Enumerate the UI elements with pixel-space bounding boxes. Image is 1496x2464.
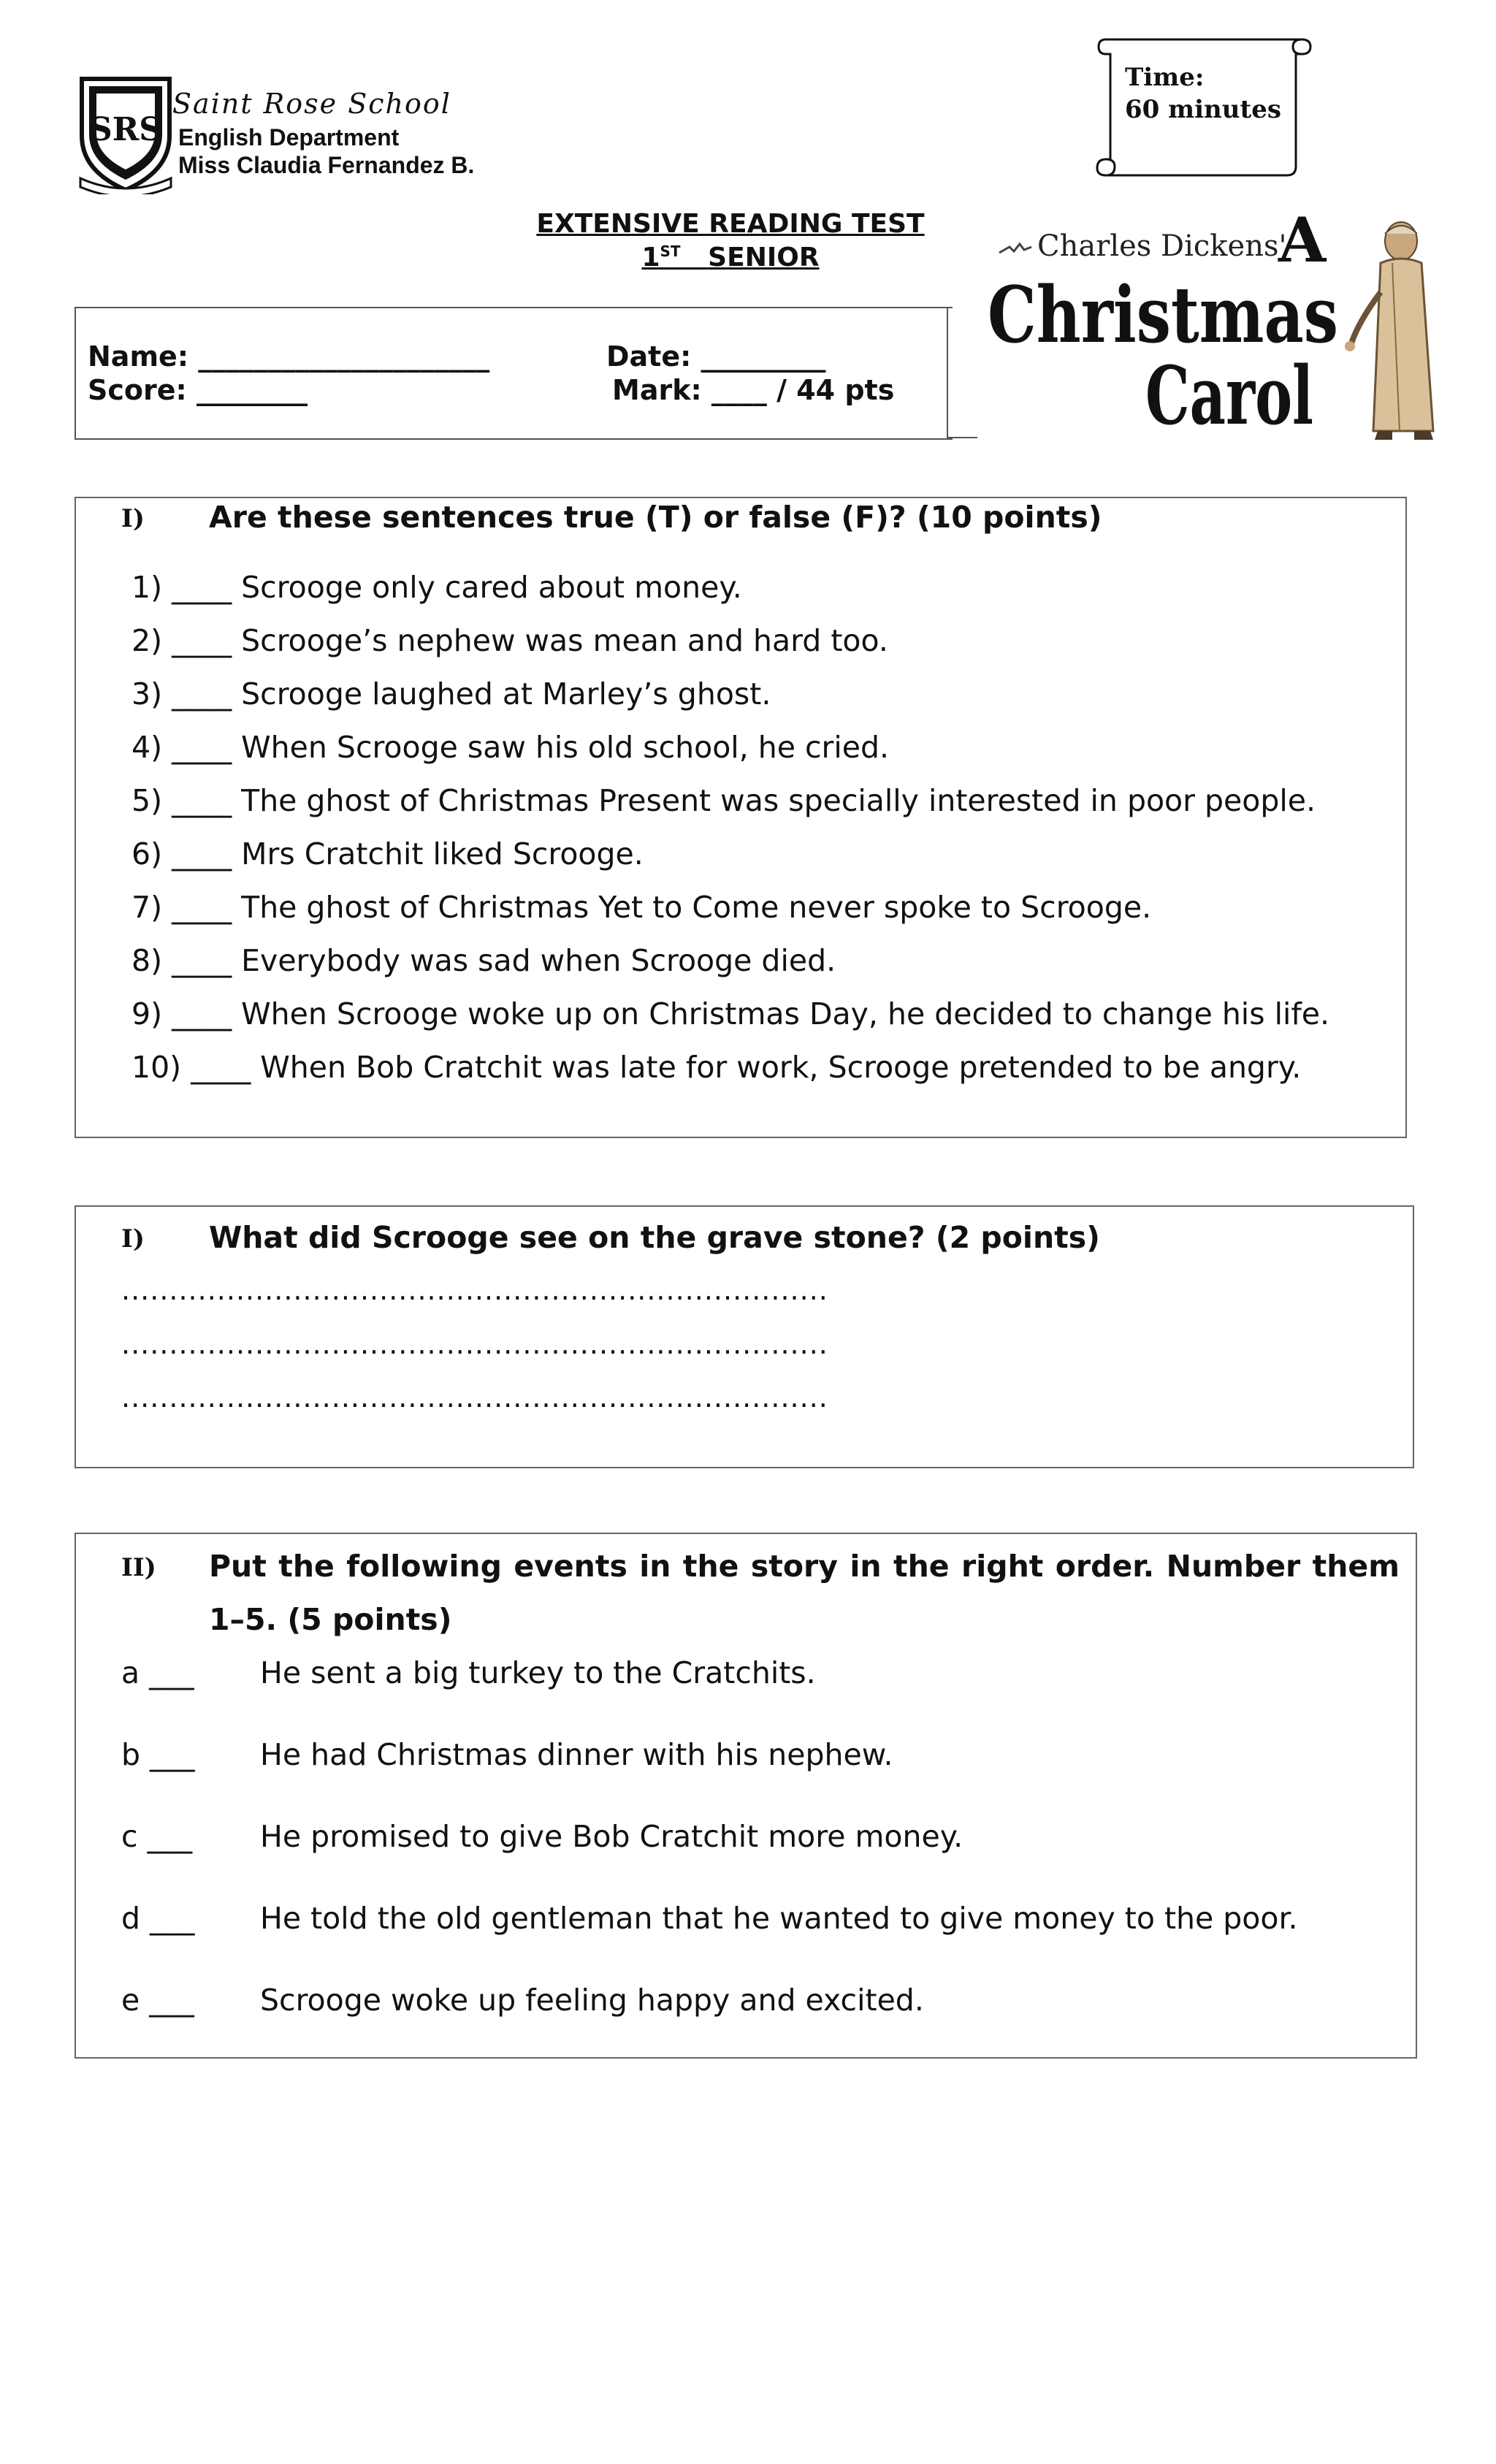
true-false-item[interactable]: 1) ____ Scrooge only cared about money. [131, 570, 742, 605]
section-title: What did Scrooge see on the grave stone? (2 points) [209, 1220, 1100, 1255]
event-text: He sent a big turkey to the Cratchits. [260, 1655, 816, 1690]
svg-text:Carol: Carol [1145, 348, 1313, 443]
student-info-box [75, 307, 953, 440]
answer-line[interactable]: .......................................................................... [121, 1328, 828, 1360]
true-false-item[interactable]: 5) ____ The ghost of Christmas Present was specially interested in poor people. [131, 783, 1316, 818]
test-title: EXTENSIVE READING TEST [536, 209, 925, 239]
mark-field[interactable]: Mark: ____ / 44 pts [612, 374, 895, 406]
school-crest-logo [76, 69, 175, 194]
section-number: II) [121, 1553, 156, 1582]
event-text: He promised to give Bob Cratchit more money. [260, 1819, 963, 1854]
time-label: Time: [1125, 63, 1205, 92]
answer-line[interactable]: .......................................................................... [121, 1381, 828, 1414]
svg-text:SRS: SRS [88, 111, 163, 148]
department-name: English Department [178, 124, 400, 150]
section-number: I) [121, 504, 145, 533]
true-false-item[interactable]: 2) ____ Scrooge’s nephew was mean and hard too. [131, 623, 888, 658]
true-false-item[interactable]: 10) ____ When Bob Cratchit was late for work, Scrooge pretended to be angry. [131, 1050, 1302, 1085]
test-level: 1ST SENIOR [641, 243, 820, 272]
event-letter-blank[interactable]: b ___ [121, 1737, 195, 1772]
school-name: Saint Rose School [172, 88, 451, 120]
date-field[interactable]: Date: _________ [606, 340, 826, 373]
time-value: 60 minutes [1125, 95, 1281, 124]
info-box-divider [947, 437, 977, 438]
true-false-item[interactable]: 8) ____ Everybody was sad when Scrooge died. [131, 943, 836, 978]
svg-text:Christmas: Christmas [988, 269, 1338, 360]
event-letter-blank[interactable]: a ___ [121, 1655, 194, 1690]
event-letter-blank[interactable]: d ___ [121, 1901, 195, 1936]
section-title-continued: 1–5. (5 points) [209, 1602, 452, 1637]
info-box-divider [947, 307, 948, 438]
event-text: Scrooge woke up feeling happy and excited. [260, 1983, 924, 2018]
event-letter-blank[interactable]: e ___ [121, 1983, 194, 2018]
christmas-carol-title-image [986, 212, 1446, 446]
true-false-item[interactable]: 4) ____ When Scrooge saw his old school, he cried. [131, 730, 890, 765]
event-text: He had Christmas dinner with his nephew. [260, 1737, 893, 1772]
section-title: Are these sentences true (T) or false (F)? (10 points) [209, 500, 1102, 535]
svg-text:A: A [1278, 212, 1327, 276]
answer-line[interactable]: .......................................................................... [121, 1274, 828, 1306]
true-false-item[interactable]: 9) ____ When Scrooge woke up on Christmas Day, he decided to change his life. [131, 996, 1330, 1031]
event-letter-blank[interactable]: c ___ [121, 1819, 193, 1854]
section-number: I) [121, 1224, 145, 1254]
true-false-item[interactable]: 6) ____ Mrs Cratchit liked Scrooge. [131, 836, 644, 871]
section-title: Put the following events in the story in the right order. Number them [209, 1549, 1400, 1584]
true-false-item[interactable]: 7) ____ The ghost of Christmas Yet to Come never spoke to Scrooge. [131, 890, 1152, 925]
svg-text:Charles Dickens': Charles Dickens' [1037, 229, 1287, 263]
event-text: He told the old gentleman that he wanted to give money to the poor. [260, 1901, 1298, 1936]
true-false-item[interactable]: 3) ____ Scrooge laughed at Marley’s ghost. [131, 676, 771, 712]
scrooge-illustration [1345, 222, 1433, 440]
teacher-name: Miss Claudia Fernandez B. [178, 152, 475, 178]
name-field[interactable]: Name: _____________________ [88, 340, 490, 373]
score-field[interactable]: Score: ________ [88, 374, 308, 406]
